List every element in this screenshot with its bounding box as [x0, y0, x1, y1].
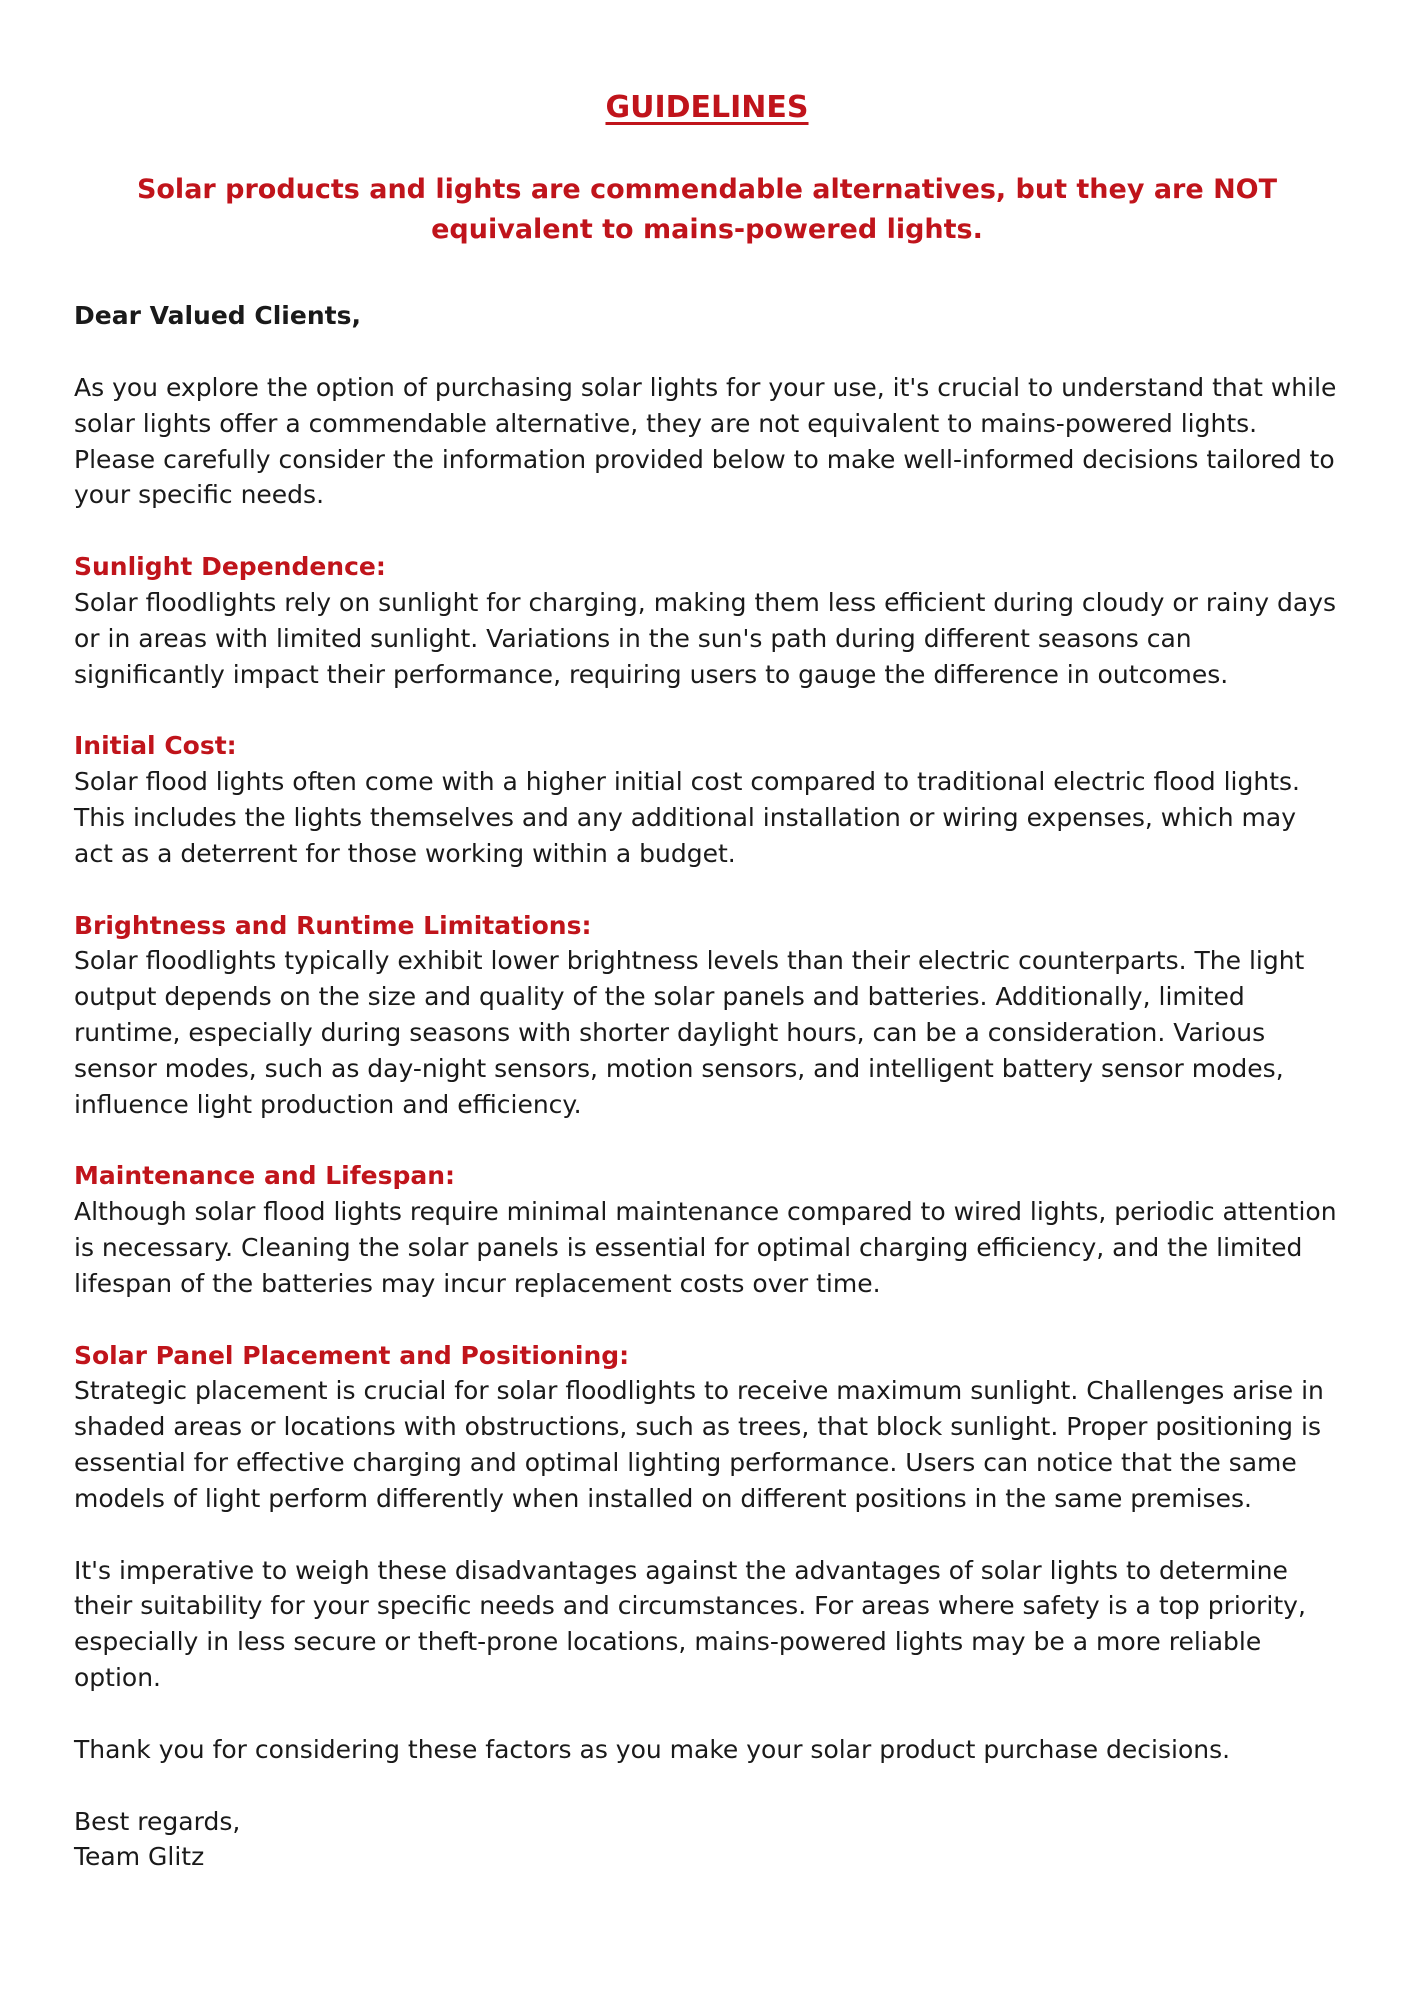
signature: Team Glitz	[74, 1842, 205, 1872]
greeting: Dear Valued Clients,	[74, 301, 361, 330]
section-heading: Sunlight Dependence:	[74, 552, 386, 582]
section-text: Solar floodlights typically exhibit lower brightness levels than their electric counterparts. The light output depends on the size and quality of the solar panels and batteries. Additionally, limited runtime, especially during seasons with shorter daylight hours, can be a consideration. Various sensor modes, such as day-night sensors, motion sensors, and intelligent battery sensor modes, influence light production and efficiency.	[74, 946, 1305, 1119]
document-title: GUIDELINES	[605, 90, 809, 125]
section-brightness-runtime	[74, 908, 1340, 1123]
section-text: Strategic placement is crucial for solar floodlights to receive maximum sunlight. Challenges arise in shaded areas or locations with obstructions, such as trees, that block sunlight. Proper positioning is essential for effective charging and optimal lighting performance. Users can notice that the same models of light perform differently when installed on different positions in the same premises.	[74, 1376, 1324, 1513]
section-panel-placement	[74, 1338, 1340, 1517]
closing: Best regards,	[74, 1806, 241, 1836]
document-subtitle: Solar products and lights are commendable alternatives, but they are NOT equivalent to mains-powered lights.	[136, 174, 1278, 245]
section-heading: Solar Panel Placement and Positioning:	[74, 1340, 630, 1370]
section-text: Solar floodlights rely on sunlight for charging, making them less efficient during cloudy or rainy days or in areas with limited sunlight. Variations in the sun's path during different seasons can significantly impact their performance, requiring users to gauge the difference in outcomes.	[74, 587, 1337, 689]
section-text: Although solar flood lights require minimal maintenance compared to wired lights, periodic attention is necessary. Cleaning the solar panels is essential for optimal charging efficiency, and the limited lifespan of the batteries may incur replacement costs over time.	[74, 1197, 1337, 1298]
section-heading: Initial Cost:	[74, 731, 237, 761]
section-sunlight-dependence	[74, 549, 1340, 692]
section-heading: Brightness and Runtime Limitations:	[74, 910, 592, 940]
section-text: Solar flood lights often come with a higher initial cost compared to traditional electric flood lights. This includes the lights themselves and any additional installation or wiring expenses, which may act as a deterrent for those working within a budget.	[74, 767, 1300, 868]
section-initial-cost	[74, 728, 1340, 871]
intro-paragraph: As you explore the option of purchasing solar lights for your use, it's crucial to understand that while solar lights offer a commendable alternative, they are not equivalent to mains-powered lights. Please carefully consider the information provided below to make well-informed decisions tailored to your specific needs.	[74, 373, 1337, 510]
thanks-paragraph: Thank you for considering these factors as you make your solar product purchase decisions.	[74, 1734, 1231, 1764]
section-maintenance-lifespan	[74, 1158, 1340, 1301]
conclusion-paragraph: It's imperative to weigh these disadvantages against the advantages of solar lights to determine their suitability for your specific needs and circumstances. For areas where safety is a top priority, especially in less secure or theft-prone locations, mains-powered lights may be a more reliable option.	[74, 1555, 1306, 1692]
section-heading: Maintenance and Lifespan:	[74, 1161, 456, 1191]
